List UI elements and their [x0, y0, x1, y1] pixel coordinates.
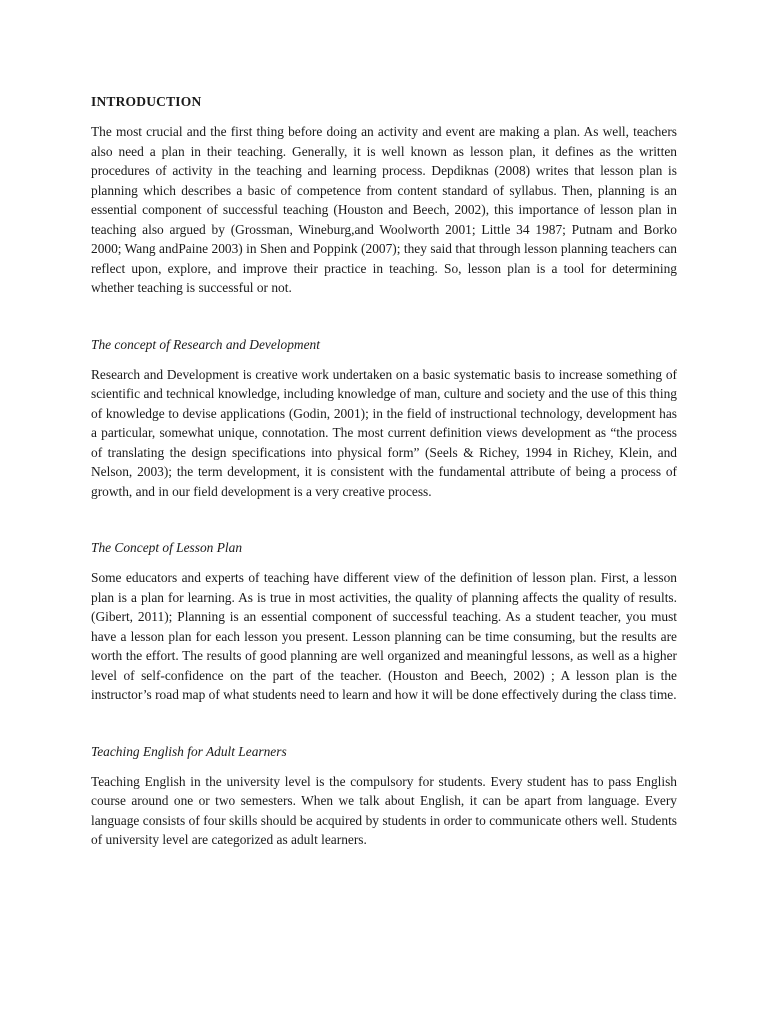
section-heading: The concept of Research and Development [91, 336, 320, 352]
section-research-and-development [91, 336, 677, 502]
section-heading: Teaching English for Adult Learners [91, 743, 287, 759]
section-paragraph: The most crucial and the first thing before doing an activity and event are making a plan. As well, teachers also need a plan in their teaching. Generally, it is well known as lesson plan, it defines as the written procedures of activity in the teaching and learning process. Depdiknas (2008) writes that lesson plan is planning which describes a basic of competence from content standard of syllabus. Then, planning is an essential component of successful teaching (Houston and Beech, 2002), this importance of lesson plan in teaching also argued by (Grossman, Wineburg,and Woolworth 2001; Little 34 1987; Putnam and Borko 2000; Wang andPaine 2003) in Shen and Poppink (2007); they said that through lesson planning teachers can reflect upon, explore, and improve their practice in teaching. So, lesson plan is a tool for determining whether teaching is successful or not. [91, 124, 677, 295]
section-heading: The Concept of Lesson Plan [91, 540, 243, 555]
section-paragraph: Research and Development is creative work undertaken on a basic systematic basis to increase something of scientific and technical knowledge, including knowledge of man, culture and society and the use of this thing of knowledge to devise applications (Godin, 2001); in the field of instructional technology, development has a particular, somewhat unique, connotation. The most current definition views development as “the process of translating the design specifications into physical form” (Seels & Richey, 1994 in Richey, Klein, and Nelson, 2003); the term development, it is consistent with the fundamental attribute of being a process of growth, and in our field development is a very creative process. [91, 366, 677, 499]
section-introduction [91, 93, 677, 298]
section-paragraph: Some educators and experts of teaching have different view of the definition of lesson plan. First, a lesson plan is a plan for learning. As is true in most activities, the quality of planning affects the quality of results. (Gibert, 2011); Planning is an essential component of successful teaching. As a student teacher, you must have a lesson plan for each lesson you present. Lesson planning can be time consuming, but the results are worth the effort. The results of good planning are well organized and meaningful lessons, as well as a higher level of self-confidence on the part of the teacher. (Houston and Beech, 2002) ; A lesson plan is the instructor’s road map of what students need to learn and how it will be done effectively during the class time. [91, 570, 677, 702]
section-paragraph: Teaching English in the university level is the compulsory for students. Every student has to pass English course around one or two semesters. When we talk about English, it can be apart from language. Every language consists of four skills should be acquired by students in order to communicate others well. Students of university level are categorized as adult learners. [91, 773, 677, 847]
section-adult-learners [91, 743, 677, 850]
section-heading: INTRODUCTION [91, 94, 202, 109]
section-lesson-plan [91, 539, 677, 705]
